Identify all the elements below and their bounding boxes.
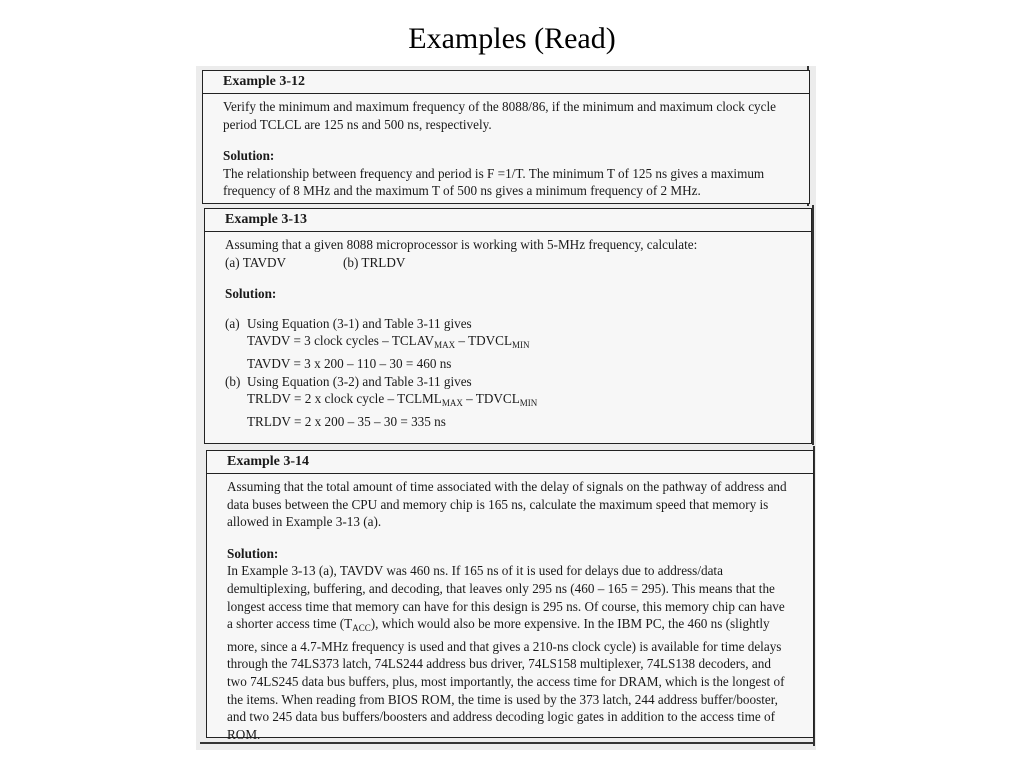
- example-question: Assuming that a given 8088 microprocessor is working with 5-MHz frequency, calculate:: [225, 237, 698, 252]
- example-heading: Example 3-13: [205, 209, 811, 232]
- solution-text: The relationship between frequency and period is F =1/T. The minimum T of 125 ns gives a maximum frequency of 8 MHz and the maximum T of 500 ns gives a minimum frequency of 2 MHz.: [223, 165, 765, 199]
- equation-line: TAVDV = 3 x 200 – 110 – 30 = 460 ns: [247, 355, 452, 371]
- example-heading: Example 3-12: [203, 71, 809, 94]
- item-label: (b): [225, 373, 241, 389]
- solution-label: Solution:: [225, 286, 277, 302]
- equation-line: TRLDV = 2 x 200 – 35 – 30 = 335 ns: [247, 413, 446, 429]
- example-heading: Example 3-14: [207, 451, 813, 474]
- page-edge: [812, 205, 814, 445]
- part-b-label: (b) TRLDV: [343, 254, 406, 270]
- page-bottom-rule: [200, 742, 814, 744]
- part-a-label: (a) TAVDV: [225, 254, 287, 270]
- solution-text: In Example 3-13 (a), TAVDV was 460 ns. If 165 ns of it is used for delays due to address/data demultiplexing, buffering, and decoding, that leaves only 295 ns (460 – 165 = 295). This means that the longest access time that memory can have for this design is 295 ns. Of course, this memory chip can have a shorter access time $(T_{ACC})$, which would also be more expensive. In the IBM PC, the 460 ns (slightly more, since a 4.7-MHz frequency is used and that gives a 210-ns clock cycle) is available for time delays through the 74LS373 latch, 74LS244 address bus driver, 74LS158 multiplexer, 74LS138 decoders, and two 74LS245 data bus buffers, plus, most importantly, the access time for DRAM, which is the longest of the items. When reading from BIOS ROM, the time is used by the 373 latch, 244 address buffer/booster, and two 245 data bus buffers/boosters and address decoding logic gates in addition to the access time of ROM.: [227, 563, 785, 742]
- example-question: Assuming that the total amount of time associated with the delay of signals on the pathway of address and data buses between the CPU and memory chip is 165 ns, calculate the maximum speed that memory is allowed in Example 3-13 (a).: [227, 479, 787, 530]
- example-question: Verify the minimum and maximum frequency of the 8088/86, if the minimum and maximum clock cycle period TCLCL are 125 ns and 500 ns, respectively.: [223, 99, 777, 132]
- solution-line: Using Equation (3-1) and Table 3-11 gives: [247, 315, 472, 331]
- example-3-12-box: [202, 70, 810, 204]
- solution-line: Using Equation (3-2) and Table 3-11 gives: [247, 373, 472, 389]
- solution-label: Solution:: [227, 545, 279, 561]
- example-3-13-box: [204, 208, 812, 444]
- equation-line: TAVDV = 3 clock cycles – $TCLAV_{MAX}$ – $TDVCL_{MIN}$: [247, 333, 530, 351]
- slide-title: Examples (Read): [408, 22, 616, 55]
- item-label: (a): [225, 315, 240, 331]
- solution-label: Solution:: [223, 148, 275, 164]
- equation-line: TRLDV = 2 x clock cycle – $TCLML_{MAX}$ – $TDVCL_{MIN}$: [247, 391, 538, 409]
- example-3-14-box: [206, 450, 814, 742]
